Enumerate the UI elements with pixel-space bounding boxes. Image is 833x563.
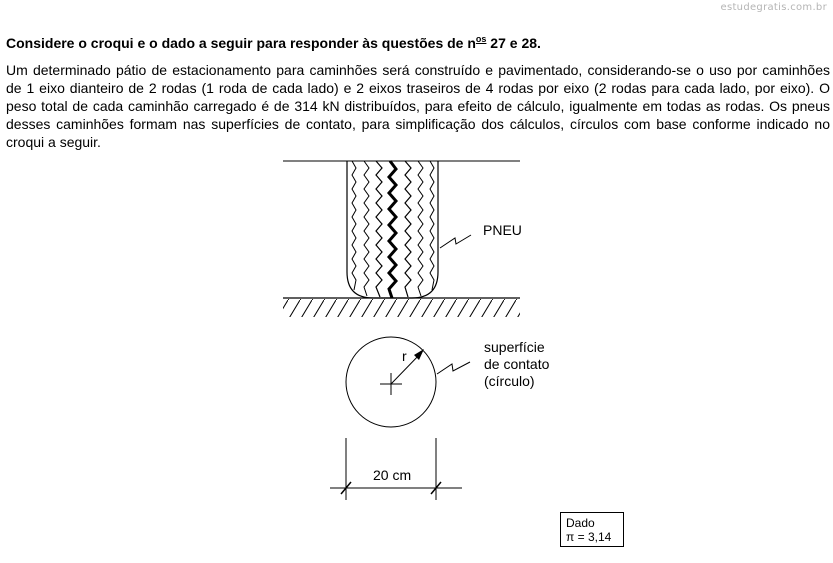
contact-label-line-3: (círculo)	[484, 373, 535, 389]
contact-label-line-2: de contato	[484, 356, 550, 372]
tire-tread	[352, 161, 434, 298]
dimension-label: 20 cm	[373, 467, 412, 483]
contact-label-line-1: superfície	[484, 339, 545, 355]
heading-prefix: Considere o croqui e o dado a seguir para responder às questões de n	[6, 35, 476, 51]
tire-label: PNEU	[483, 222, 522, 238]
watermark: estudegratis.com.br	[720, 2, 827, 13]
radius-label: r	[402, 348, 407, 364]
heading-suffix: 27 e 28.	[486, 35, 541, 51]
tire-leader	[440, 235, 471, 248]
pi-value: π = 3,14	[566, 530, 612, 544]
heading-superscript: os	[475, 34, 487, 44]
contact-leader	[437, 362, 470, 374]
ground-hatching	[283, 299, 520, 317]
given-data-box	[560, 512, 624, 547]
given-data-title: Dado	[566, 516, 595, 530]
problem-statement: Um determinado pátio de estacionamento para caminhões será construído e pavimentado, considerando-se o uso por caminhões de 1 eixo dianteiro de 2 rodas (1 roda de cada lado) e 2 eixos traseiros de 4 rodas por eixo (2 rodas para cada lado, por eixo). O peso total de cada caminhão carregado é de 314 kN distribuídos, para efeito de cálculo, igualmente em todas as rodas. Os pneus desses caminhões formam nas superfícies de contato, para simplificação dos cálculos, círculos com base conforme indicado no croqui a seguir.	[6, 62, 830, 150]
